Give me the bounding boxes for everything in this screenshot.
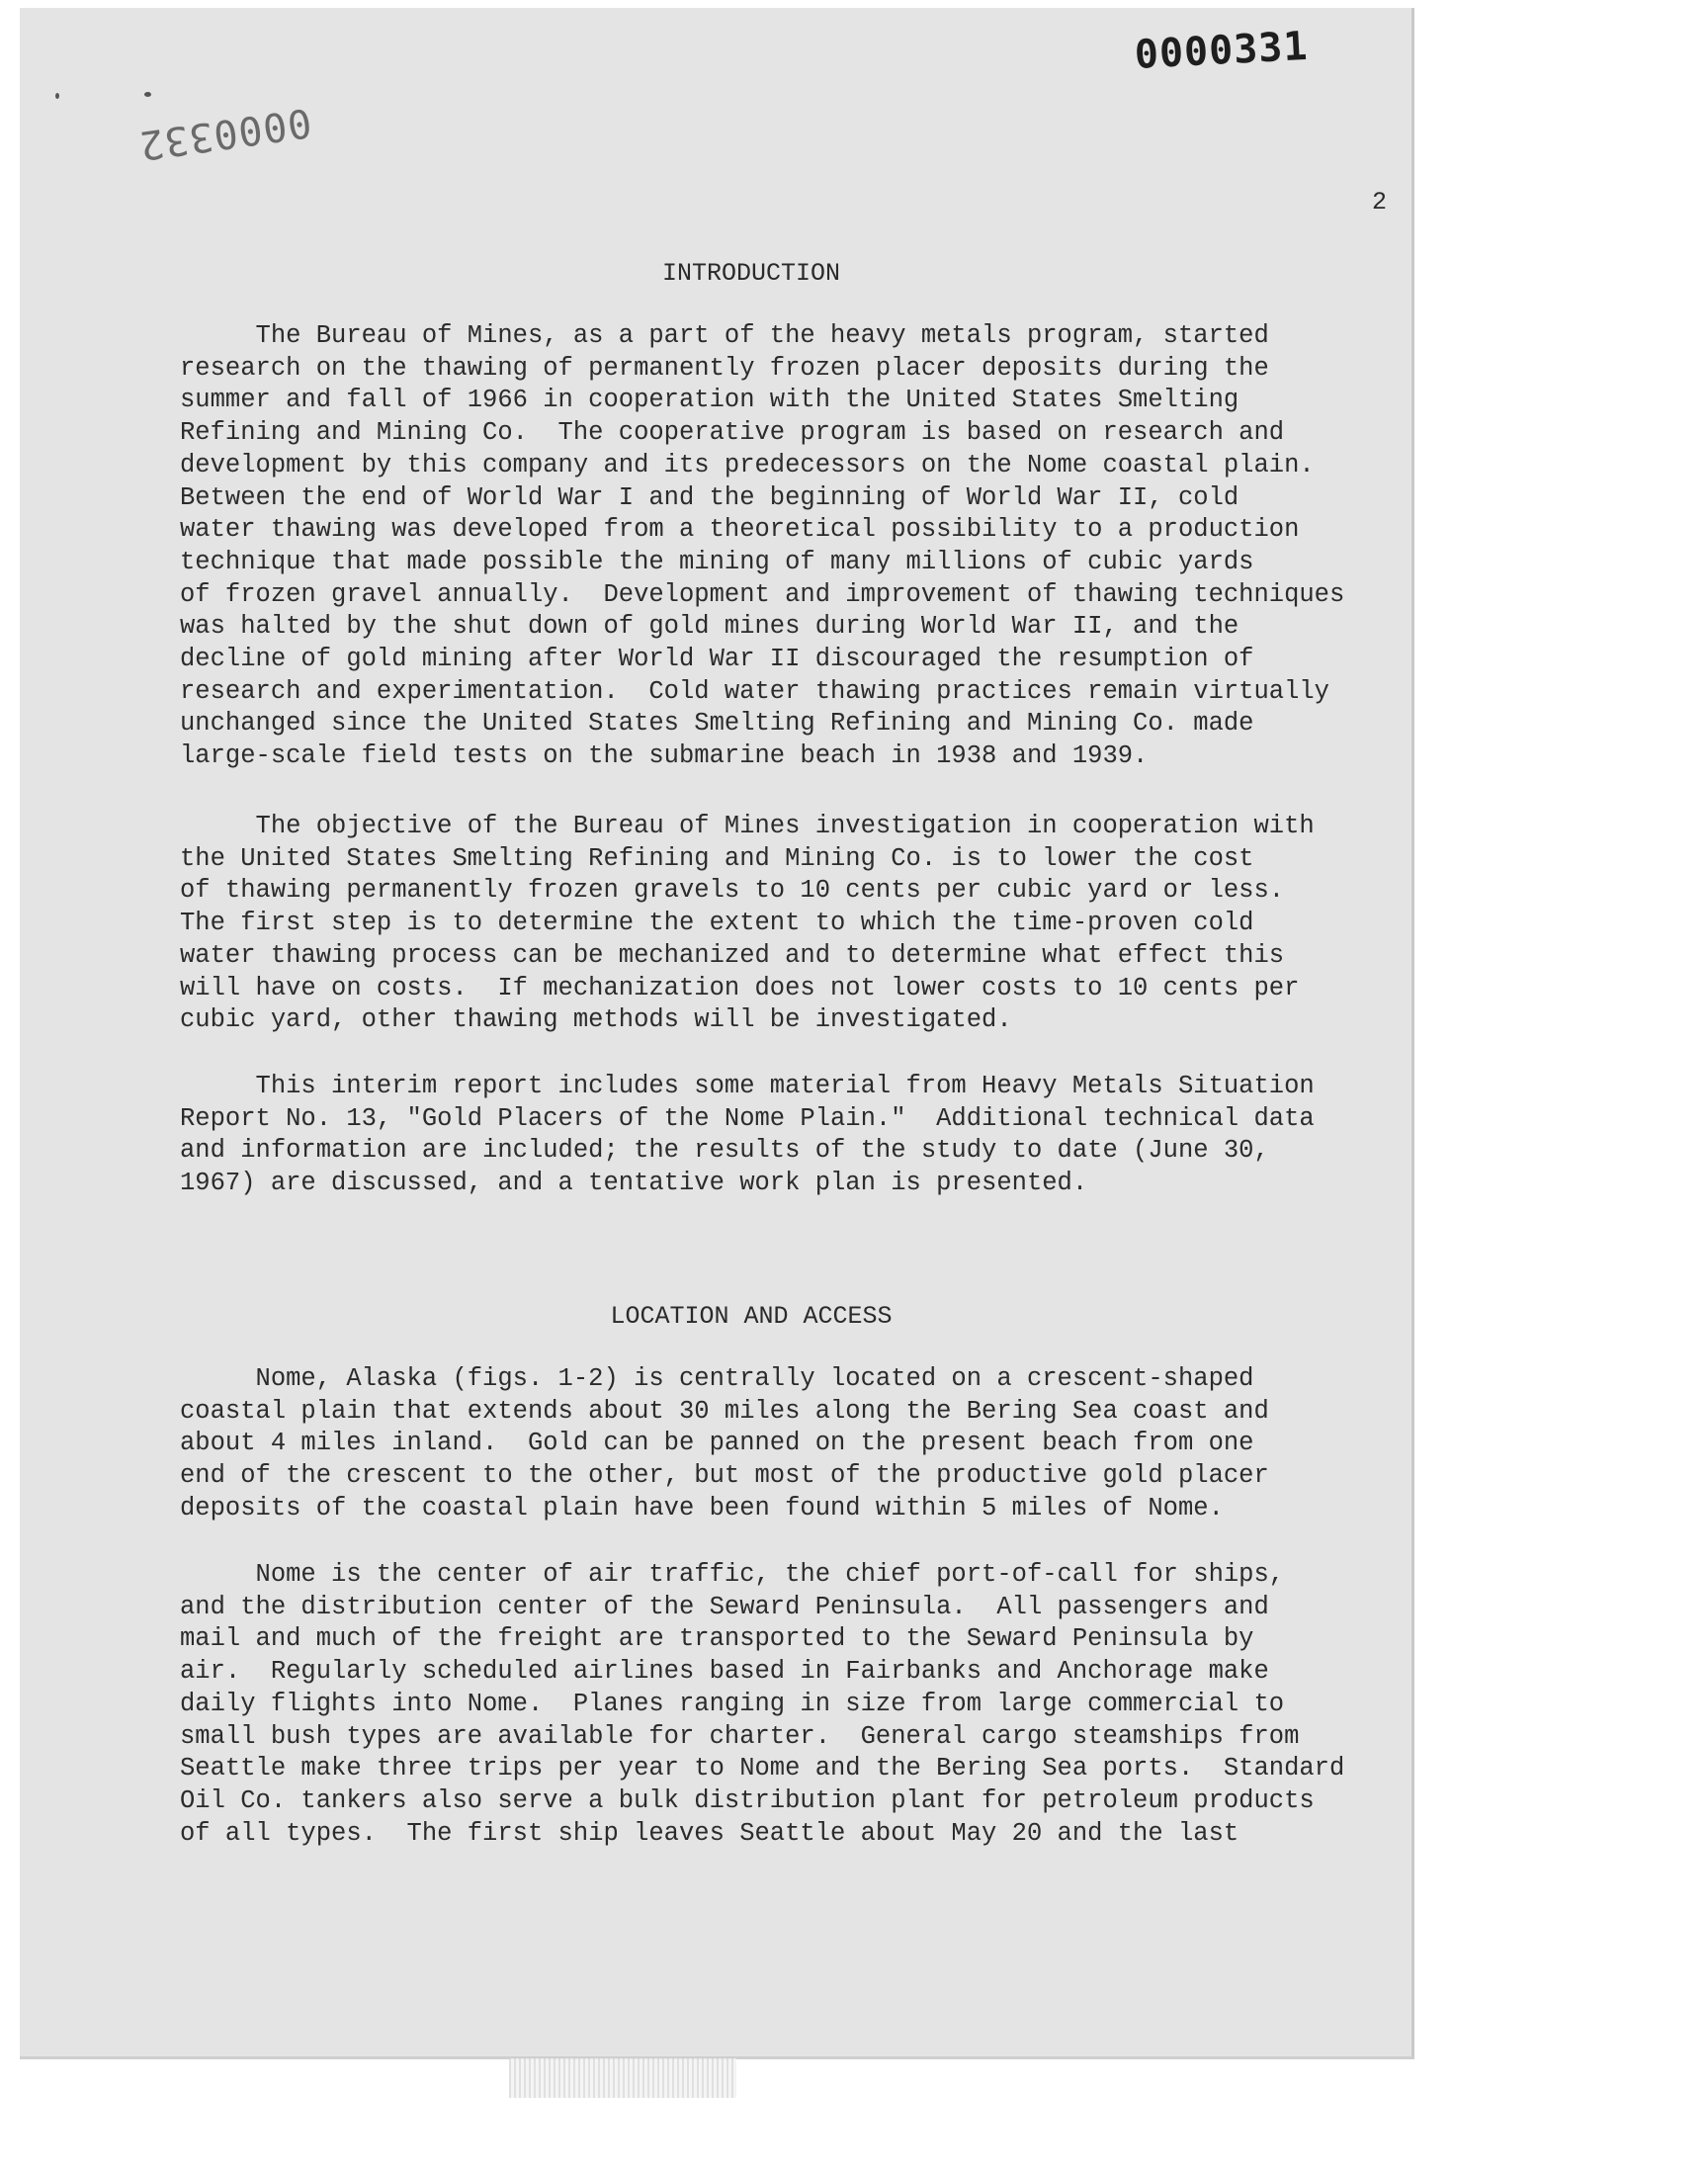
text-line: water thawing was developed from a theoretical possibility to a production (180, 515, 1300, 545)
text-line: and information are included; the results of the study to date (June 30, (180, 1136, 1269, 1166)
text-line: of all types. The first ship leaves Seattle about May 20 and the last (180, 1818, 1239, 1848)
text-line: cubic yard, other thawing methods will be investigated. (180, 1005, 1012, 1035)
text-line: Between the end of World War I and the beginning of World War II, cold (180, 482, 1239, 512)
text-line: development by this company and its predecessors on the Nome coastal plain. (180, 450, 1315, 479)
text-line: deposits of the coastal plain have been found within 5 miles of Nome. (180, 1493, 1224, 1522)
text-line: of frozen gravel annually. Development and improvement of thawing techniques (180, 579, 1345, 609)
text-line: will have on costs. If mechanization does not lower costs to 10 cents per (180, 973, 1300, 1002)
intro-paragraph-2 (180, 811, 1465, 1037)
text-line: small bush types are available for charter. General cargo steamships from (180, 1721, 1300, 1751)
text-line: mail and much of the freight are transported to the Seward Peninsula by (180, 1624, 1254, 1654)
page-number: 2 (1372, 188, 1388, 217)
text-line: and the distribution center of the Seward Peninsula. All passengers and (180, 1592, 1269, 1621)
text-line: research on the thawing of permanently frozen placer deposits during the (180, 353, 1269, 383)
text-line: Nome is the center of air traffic, the chief port-of-call for ships, (180, 1560, 1285, 1589)
scanner-artifact (509, 2058, 736, 2098)
dust-speck (144, 92, 151, 97)
section-heading-location-and-access: LOCATION AND ACCESS (610, 1302, 893, 1331)
text-line: research and experimentation. Cold water thawing practices remain virtually (180, 676, 1329, 706)
text-line: This interim report includes some material from Heavy Metals Situation (180, 1072, 1315, 1100)
text-line: Seattle make three trips per year to Nome and the Bering Sea ports. Standard (180, 1754, 1345, 1784)
text-line: The Bureau of Mines, as a part of the heavy metals program, started (180, 321, 1269, 350)
dust-speck (55, 93, 59, 99)
text-line: air. Regularly scheduled airlines based in Fairbanks and Anchorage make (180, 1657, 1269, 1687)
intro-paragraph-1 (180, 320, 1465, 773)
document-control-number-inverted: 0000332 (135, 99, 314, 168)
text-line: Refining and Mining Co. The cooperative program is based on research and (180, 418, 1285, 448)
text-line: unchanged since the United States Smelting Refining and Mining Co. made (180, 709, 1254, 739)
text-line: summer and fall of 1966 in cooperation with the United States Smelting (180, 386, 1239, 415)
text-line: end of the crescent to the other, but most of the productive gold placer (180, 1461, 1269, 1491)
location-paragraph-2 (180, 1559, 1465, 1850)
document-control-number: 0000331 (1133, 23, 1310, 78)
text-line: large-scale field tests on the submarine beach in 1938 and 1939. (180, 741, 1149, 771)
text-line: The first step is to determine the extent to which the time-proven cold (180, 909, 1254, 938)
text-line: technique that made possible the mining of many millions of cubic yards (180, 547, 1254, 576)
location-paragraph-1 (180, 1363, 1465, 1525)
text-line: the United States Smelting Refining and Mining Co. is to lower the cost (180, 843, 1254, 873)
text-line: was halted by the shut down of gold mines during World War II, and the (180, 612, 1239, 642)
text-line: Report No. 13, "Gold Placers of the Nome Plain." Additional technical data (180, 1103, 1315, 1133)
text-line: water thawing process can be mechanized and to determine what effect this (180, 940, 1285, 970)
text-line: 1967) are discussed, and a tentative work plan is presented. (180, 1169, 1088, 1198)
text-line: coastal plain that extends about 30 miles along the Bering Sea coast and (180, 1396, 1269, 1426)
text-line: The objective of the Bureau of Mines investigation in cooperation with (180, 812, 1315, 840)
text-line: Nome, Alaska (figs. 1-2) is centrally located on a crescent-shaped (180, 1364, 1254, 1393)
text-line: daily flights into Nome. Planes ranging in size from large commercial to (180, 1689, 1285, 1718)
text-line: about 4 miles inland. Gold can be panned on the present beach from one (180, 1429, 1254, 1458)
text-line: of thawing permanently frozen gravels to 10 cents per cubic yard or less. (180, 876, 1285, 906)
section-heading-introduction: INTRODUCTION (661, 259, 841, 288)
text-line: decline of gold mining after World War II discouraged the resumption of (180, 645, 1254, 674)
text-line: Oil Co. tankers also serve a bulk distribution plant for petroleum products (180, 1785, 1315, 1815)
intro-paragraph-3 (180, 1071, 1465, 1200)
